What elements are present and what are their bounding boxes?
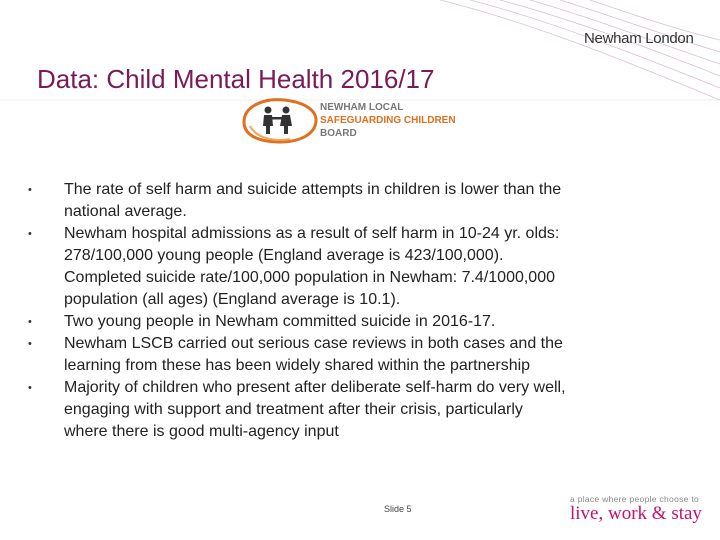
- lscb-logo-line1: NEWHAM LOCAL: [320, 102, 404, 113]
- slide-title: Data: Child Mental Health 2016/17: [37, 64, 435, 94]
- lscb-logo-line3: BOARD: [320, 128, 357, 139]
- newham-london-logo: Newham London: [584, 30, 694, 47]
- bullet-item: • Newham hospital admissions as a result of self harm in 10-24 yr. olds: 278/100,000 young people (England average is 423/100,000). Completed suicide rate/100,000 population in Newham: 7.4/1000,000 population (all ages) (England average is 10.1).: [28, 223, 568, 311]
- bullet-item: • Two young people in Newham committed suicide in 2016-17.: [28, 311, 568, 333]
- lscb-logo-line2: SAFEGUARDING CHILDREN: [320, 115, 456, 126]
- bullet-item: • Newham LSCB carried out serious case reviews in both cases and the learning from these has been widely shared within the partnership: [28, 333, 568, 377]
- bullet-list: [28, 179, 568, 443]
- footer-tagline: a place where people choose to: [570, 494, 700, 504]
- footer-slogan: live, work & stay: [570, 503, 702, 524]
- bullet-item: • The rate of self harm and suicide attempts in children is lower than the national average.: [28, 179, 568, 223]
- slide-number: Slide 5: [384, 504, 412, 514]
- bullet-item: • Majority of children who present after deliberate self-harm do very well, engaging with support and treatment after their crisis, particularly where there is good multi-agency input: [28, 377, 568, 443]
- lscb-logo-text: [320, 101, 456, 140]
